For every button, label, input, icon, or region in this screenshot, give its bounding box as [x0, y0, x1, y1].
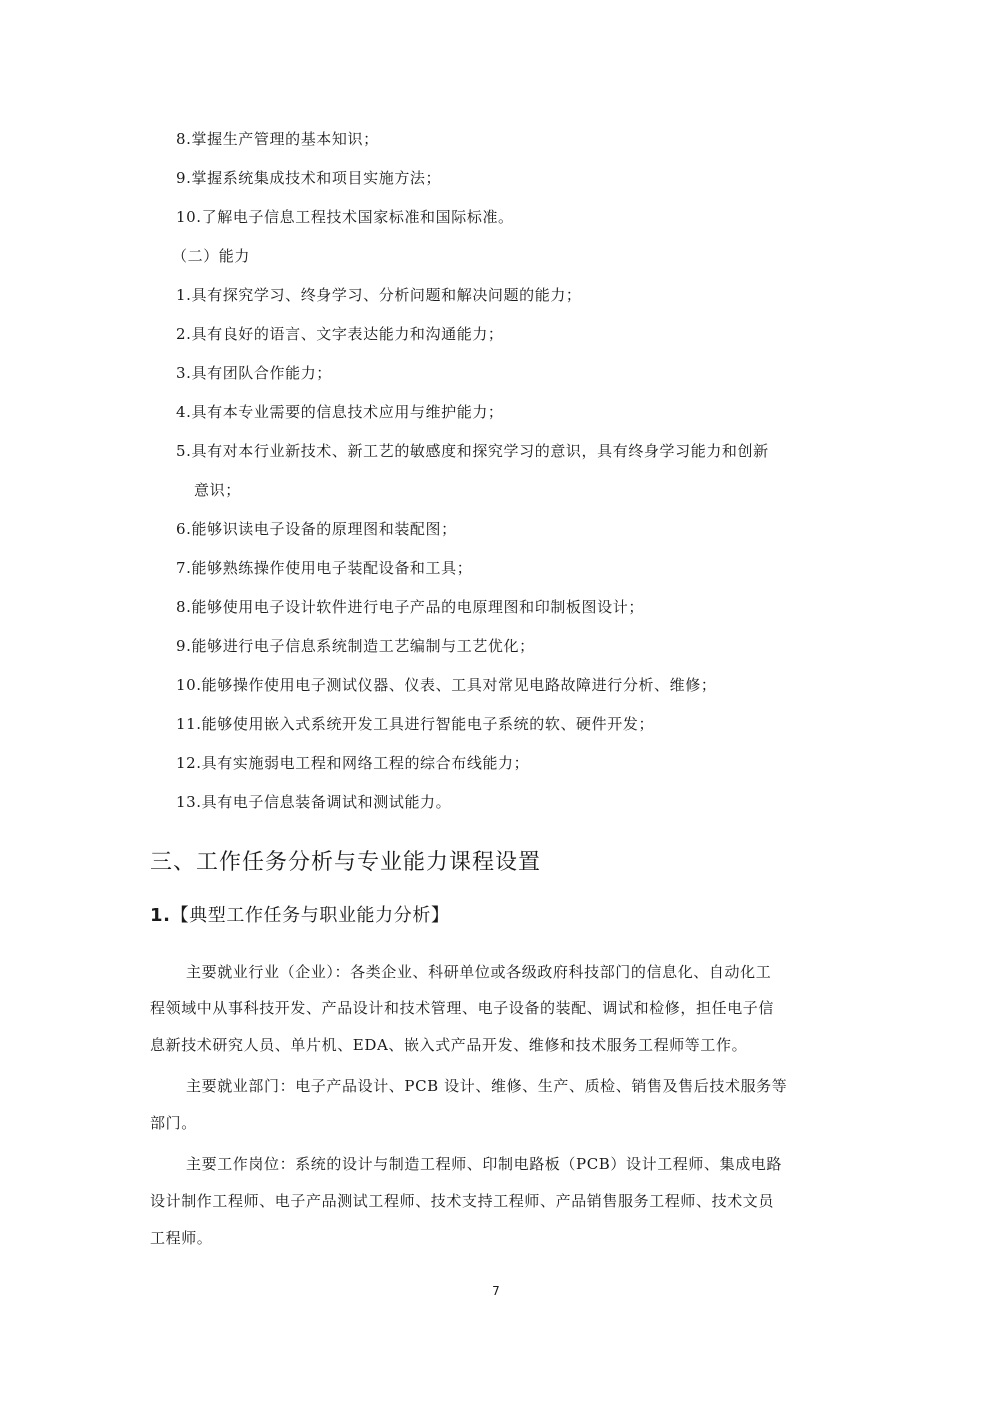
- paragraph-position-line-3: 工程师。: [150, 1229, 213, 1247]
- page-number: 7: [492, 1284, 500, 1298]
- section-title: 三、工作任务分析与专业能力课程设置: [150, 850, 542, 875]
- paragraph-department-line-1: 主要就业部门：电子产品设计、PCB 设计、维修、生产、质检、销售及售后技术服务等: [186, 1077, 788, 1095]
- ability-item-5-continued: 意识；: [194, 481, 241, 499]
- ability-item-13: 13.具有电子信息装备调试和测试能力。: [176, 793, 452, 811]
- subsection-title: 【典型工作任务与职业能力分析】: [170, 905, 450, 926]
- subsection-number: 1.: [150, 905, 171, 926]
- ability-item-5: 5.具有对本行业新技术、新工艺的敏感度和探究学习的意识，具有终身学习能力和创新: [176, 442, 769, 460]
- knowledge-item-10: 10.了解电子信息工程技术国家标准和国际标准。: [176, 208, 514, 226]
- paragraph-industry-line-3: 息新技术研究人员、单片机、EDA、嵌入式产品开发、维修和技术服务工程师等工作。: [150, 1036, 748, 1054]
- ability-item-10: 10.能够操作使用电子测试仪器、仪表、工具对常见电路故障进行分析、维修；: [176, 676, 717, 694]
- paragraph-industry-line-1: 主要就业行业（企业）：各类企业、科研单位或各级政府科技部门的信息化、自动化工: [186, 963, 772, 981]
- paragraph-position-line-2: 设计制作工程师、电子产品测试工程师、技术支持工程师、产品销售服务工程师、技术文员: [150, 1192, 775, 1210]
- ability-heading: （二）能力: [172, 247, 251, 265]
- knowledge-item-8: 8.掌握生产管理的基本知识；: [176, 130, 379, 148]
- ability-item-7: 7.能够熟练操作使用电子装配设备和工具；: [176, 559, 473, 577]
- ability-item-4: 4.具有本专业需要的信息技术应用与维护能力；: [176, 403, 504, 421]
- ability-item-12: 12.具有实施弱电工程和网络工程的综合布线能力；: [176, 754, 530, 772]
- paragraph-industry-line-2: 程领域中从事科技开发、产品设计和技术管理、电子设备的装配、调试和检修，担任电子信: [150, 999, 775, 1017]
- paragraph-position-line-1: 主要工作岗位：系统的设计与制造工程师、印制电路板（PCB）设计工程师、集成电路: [186, 1155, 782, 1173]
- paragraph-department-line-2: 部门。: [150, 1114, 197, 1132]
- subsection-heading: [150, 901, 450, 927]
- ability-item-1: 1.具有探究学习、终身学习、分析问题和解决问题的能力；: [176, 286, 582, 304]
- ability-item-11: 11.能够使用嵌入式系统开发工具进行智能电子系统的软、硬件开发；: [176, 715, 655, 733]
- ability-item-2: 2.具有良好的语言、文字表达能力和沟通能力；: [176, 325, 504, 343]
- ability-item-9: 9.能够进行电子信息系统制造工艺编制与工艺优化；: [176, 637, 535, 655]
- knowledge-item-9: 9.掌握系统集成技术和项目实施方法；: [176, 169, 442, 187]
- ability-item-3: 3.具有团队合作能力；: [176, 364, 332, 382]
- ability-item-8: 8.能够使用电子设计软件进行电子产品的电原理图和印制板图设计；: [176, 598, 644, 616]
- ability-item-6: 6.能够识读电子设备的原理图和装配图；: [176, 520, 457, 538]
